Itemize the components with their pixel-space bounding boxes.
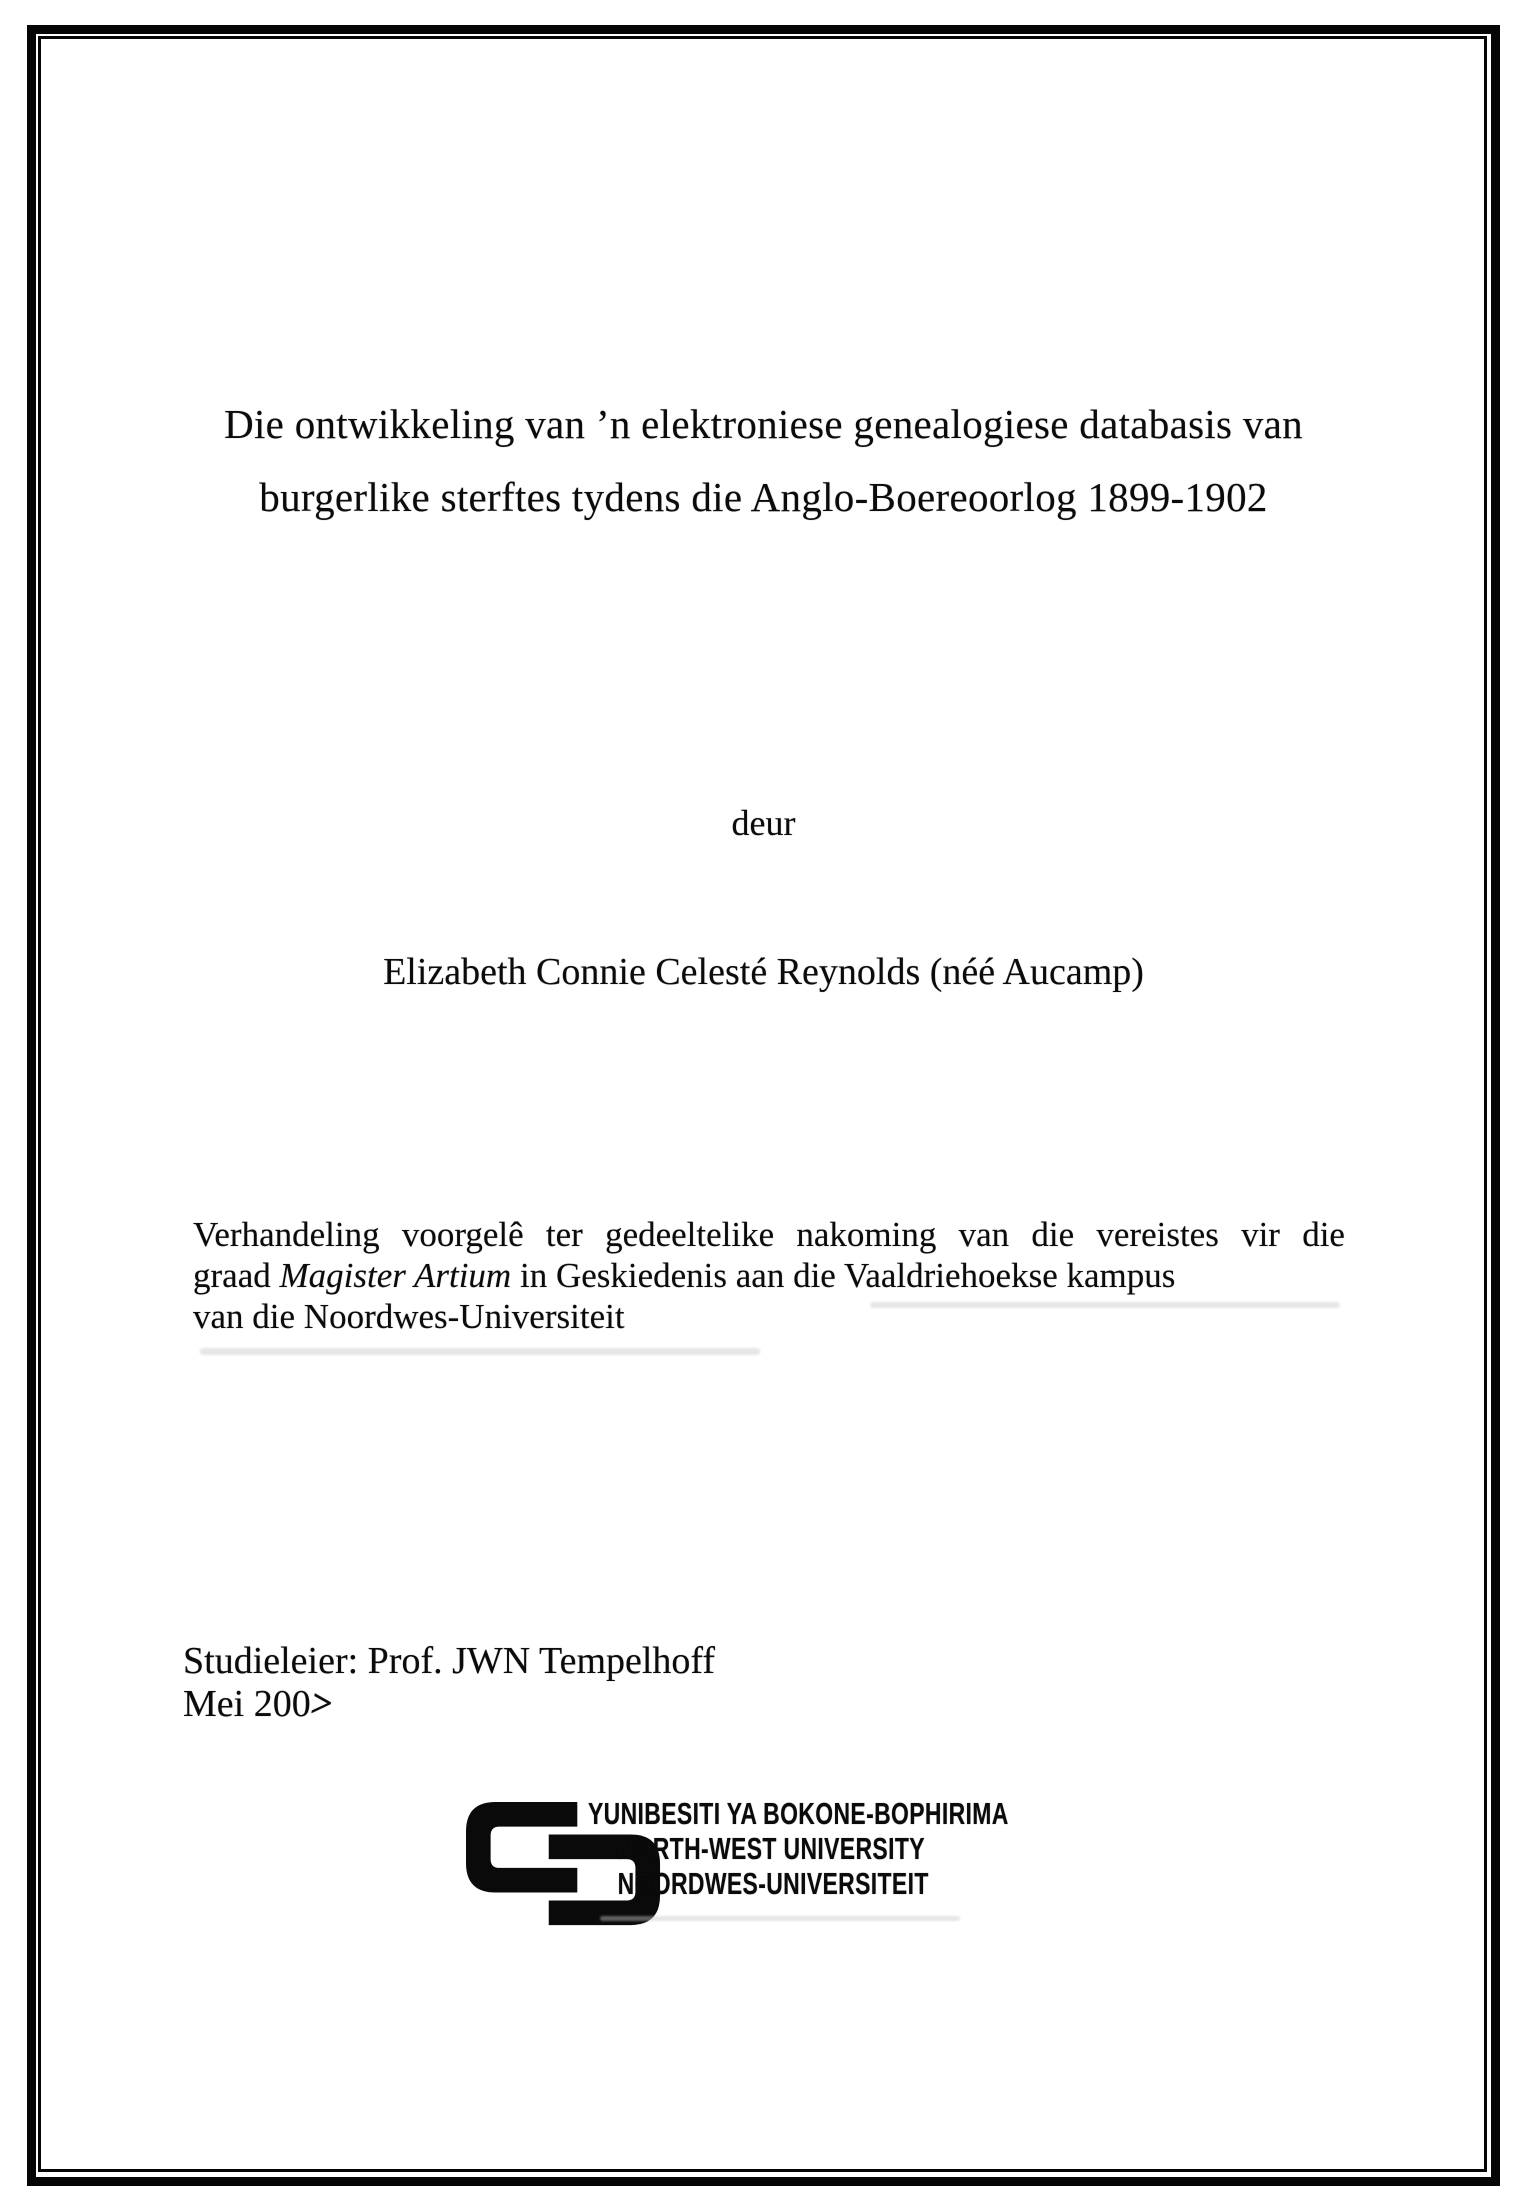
scan-artifact <box>200 1348 760 1355</box>
logo-text-line2: NORTH-WEST UNIVERSITY <box>617 1831 925 1866</box>
date-text: Mei 200 <box>183 1683 311 1725</box>
logo-text-line1: YUNIBESITI YA BOKONE-BOPHIRIMA <box>588 1796 1009 1831</box>
byline-deur: deur <box>731 803 796 843</box>
logo-text-line3: NOORDWES-UNIVERSITEIT <box>617 1866 929 1901</box>
scan-artifact <box>600 1916 960 1921</box>
university-logo-text <box>588 1796 1009 1901</box>
date-glyph: > <box>306 1681 337 1727</box>
supervisor-block <box>183 1640 1083 1726</box>
supervisor-line: Studieleier: Prof. JWN Tempelhoff <box>183 1640 716 1682</box>
author-name: Elizabeth Connie Celesté Reynolds (néé Aucamp) <box>383 951 1144 993</box>
date-line <box>183 1683 1083 1726</box>
scan-artifact <box>870 1302 1340 1308</box>
thesis-title-line1: Die ontwikkeling van ’n elektroniese genealogiese databasis van <box>224 401 1303 447</box>
degree-statement-line1: Verhandeling voorgelê ter gedeeltelike nakoming van die vereistes vir die <box>193 1215 1345 1254</box>
degree-statement <box>193 1214 1345 1337</box>
degree-name: Magister Artium <box>279 1256 512 1295</box>
degree-statement-line3: van die Noordwes-Universiteit <box>193 1297 625 1336</box>
degree-statement-line2-pre: graad <box>193 1256 280 1295</box>
degree-statement-line2-post: in Geskiedenis aan die Vaaldriehoekse kampus <box>511 1256 1176 1295</box>
thesis-title <box>45 388 1482 534</box>
thesis-title-line2: burgerlike sterftes tydens die Anglo-Boereoorlog 1899-1902 <box>259 474 1268 520</box>
degree-statement-line2 <box>193 1255 1345 1296</box>
